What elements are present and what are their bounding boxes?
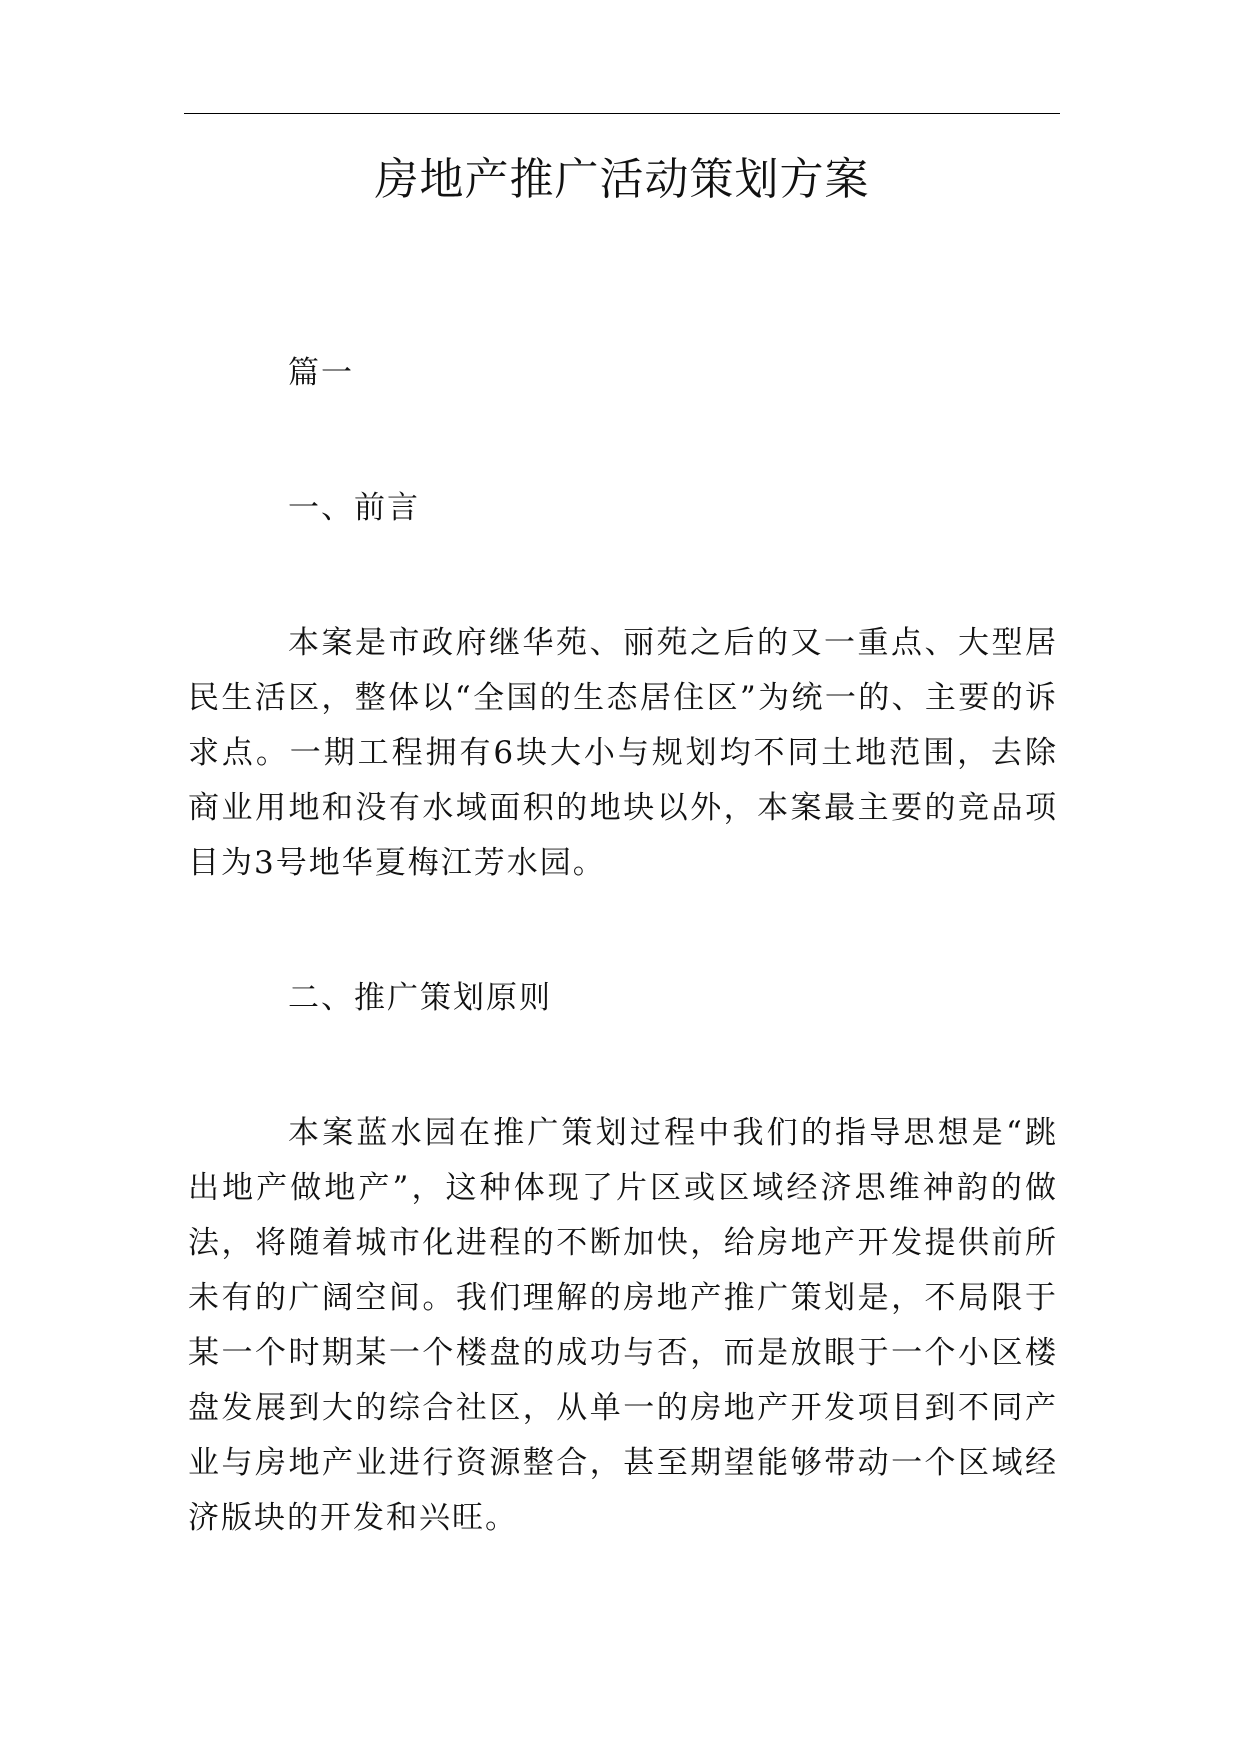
document-body <box>188 346 1058 1546</box>
section-heading-principles: 二、推广策划原则 <box>288 980 552 1016</box>
header-rule <box>184 113 1060 114</box>
section-paragraph-principles: 本案蓝水园在推广策划过程中我们的指导思想是“跳出地产做地产”，这种体现了片区或区域经济思维神韵的做法，将随着城市化进程的不断加快，给房地产开发提供前所未有的广阔空间。我们理解的房地产推广策划是，不局限于某一个时期某一个楼盘的成功与否，而是放眼于一个小区楼盘发展到大的综合社区，从单一的房地产开发项目到不同产业与房地产业进行资源整合，甚至期望能够带动一个区域经济版块的开发和兴旺。 <box>188 1115 1058 1536</box>
section-heading-preface: 一、前言 <box>288 490 420 526</box>
document-title: 房地产推广活动策划方案 <box>374 154 870 205</box>
piece-label: 篇一 <box>288 355 354 391</box>
section-paragraph-preface: 本案是市政府继华苑、丽苑之后的又一重点、大型居民生活区，整体以“全国的生态居住区”为统一的、主要的诉求点。一期工程拥有6块大小与规划均不同土地范围，去除商业用地和没有水域面积的地块以外，本案最主要的竞品项目为3号地华夏梅江芳水园。 <box>188 625 1058 881</box>
